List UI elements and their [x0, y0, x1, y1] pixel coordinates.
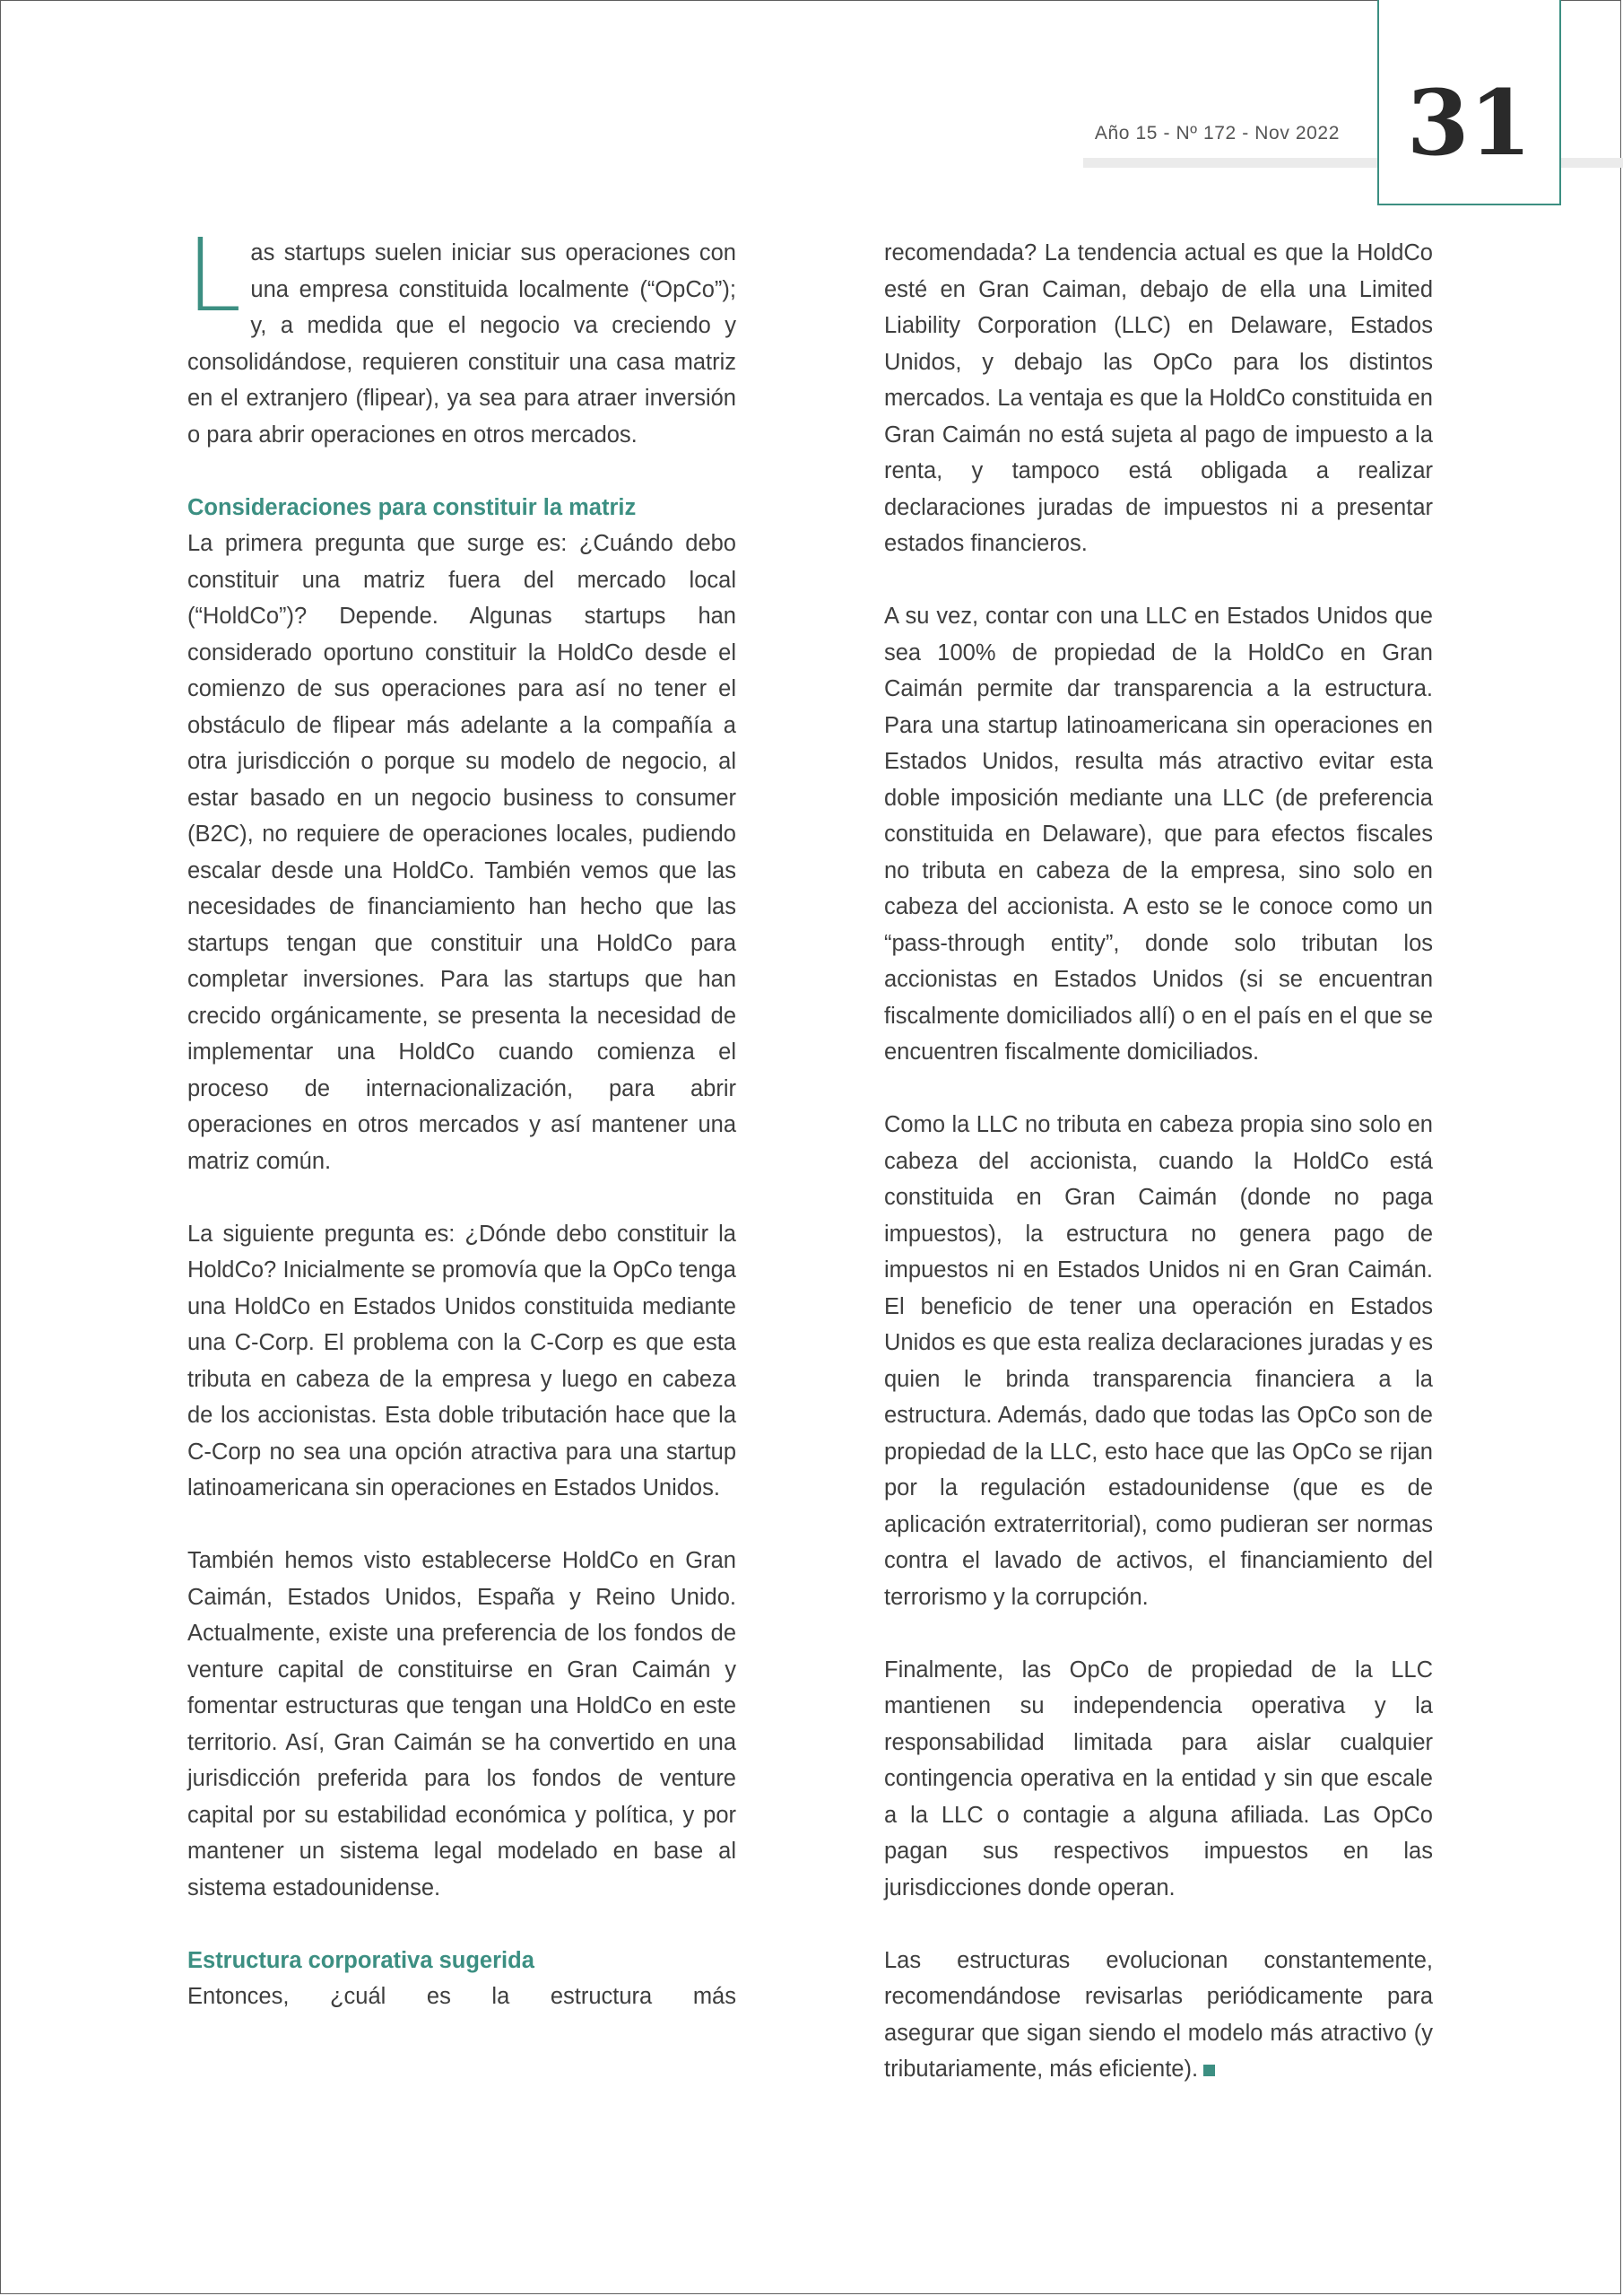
- closing-paragraph: [884, 1943, 1433, 2088]
- issue-info: Año 15 - Nº 172 - Nov 2022: [1094, 123, 1340, 144]
- intro-text: as startups suelen iniciar sus operaciones con una empresa constituida localmente (“OpCo”); y, a medida que el negocio va creciendo y consolidándose, requieren constituir una casa matriz en el extranjero (flipear), ya sea para atraer inversión o para abrir operaciones en otros mercados.: [187, 240, 736, 448]
- closing-text: Las estructuras evolucionan constantemente, recomendándose revisarlas periódicamente para asegurar que sigan siendo el modelo más atractivo (y tributariamente, más eficiente).: [884, 1947, 1433, 2082]
- paragraph: Finalmente, las OpCo de propiedad de la LLC mantienen su independencia operativa y la responsabilidad limitada para aislar cualquier contingencia operativa en la entidad y sin que escale a la LLC o contagie a alguna afiliada. Las OpCo pagan sus respectivos impuestos en las jurisdicciones donde operan.: [884, 1657, 1433, 1900]
- paragraph: recomendada? La tendencia actual es que la HoldCo esté en Gran Caiman, debajo de ella una Limited Liability Corporation (LLC) en Delaware, Estados Unidos, y debajo las OpCo para los distintos mercados. La ventaja es que la HoldCo constituida en Gran Caimán no está sujeta al pago de impuesto a la renta, y tampoco está obligada a realizar declaraciones juradas de impuestos ni a presentar estados financieros.: [884, 240, 1433, 556]
- paragraph: Como la LLC no tributa en cabeza propia sino solo en cabeza del accionista, cuando la HoldCo está constituida en Gran Caimán (donde no paga impuestos), la estructura no genera pago de impuestos ni en Estados Unidos ni en Gran Caimán. El beneficio de tener una operación en Estados Unidos es que esta realiza declaraciones juradas y es quien le brinda transparencia financiera a la estructura. Además, dado que todas las OpCo son de propiedad de la LLC, esto hace que las OpCo se rijan por la regulación estadounidense (que es de aplicación extraterritorial), como pudieran ser normas contra el lavado de activos, el financiamiento del terrorismo y la corrupción.: [884, 1112, 1433, 1610]
- page-number: 31: [1406, 70, 1532, 176]
- end-of-article-mark: [1203, 2065, 1215, 2076]
- page-number-box: [1377, 0, 1561, 205]
- heading-considerations: Consideraciones para constituir la matriz: [187, 494, 637, 520]
- paragraph: La primera pregunta que surge es: ¿Cuándo debo constituir una matriz fuera del mercado local (“HoldCo”)? Depende. Algunas startups han considerado oportuno constituir la HoldCo desde el comienzo de sus operaciones para así no tener el obstáculo de flipear más adelante a la compañía a otra jurisdicción o porque su modelo de negocio, al estar basado en un negocio business to consumer (B2C), no requiere de operaciones locales, pudiendo escalar desde una HoldCo. También vemos que las necesidades de financiamiento han hecho que las startups tengan que constituir una HoldCo para completar inversiones. Para las startups que han crecido orgánicamente, se presenta la necesidad de implementar una HoldCo cuando comienza el proceso de internacionalización, para abrir operaciones en otros mercados y así mantener una matriz común.: [187, 531, 736, 1174]
- paragraph: La siguiente pregunta es: ¿Dónde debo constituir la HoldCo? Inicialmente se promovía que la OpCo tenga una HoldCo en Estados Unidos constituida mediante una C-Corp. El problema con la C-Corp es que esta tributa en cabeza de la empresa y luego en cabeza de los accionistas. Esta doble tributación hace que la C-Corp no sea una opción atractiva para una startup latinoamericana sin operaciones en Estados Unidos.: [187, 1221, 736, 1500]
- paragraph: A su vez, contar con una LLC en Estados Unidos que sea 100% de propiedad de la HoldCo en Gran Caimán permite dar transparencia a la estructura. Para una startup latinoamericana sin operaciones en Estados Unidos, resulta más atractivo evitar esta doble imposición mediante una LLC (de preferencia constituida en Delaware), que para efectos fiscales no tributa en cabeza de la empresa, sino solo en cabeza del accionista. A esto se le conoce como un “pass-through entity”, donde solo tributan los accionistas en Estados Unidos (si se encuentran fiscalmente domiciliados allí) o en el país en el que se encuentren fiscalmente domiciliados.: [884, 604, 1433, 1065]
- heading-structure: Estructura corporativa sugerida: [187, 1947, 534, 1973]
- intro-paragraph: [186, 218, 736, 453]
- right-column: [884, 235, 1433, 2088]
- paragraph: Entonces, ¿cuál es la estructura más: [187, 1984, 736, 2009]
- dropcap: L: [186, 218, 242, 335]
- paragraph: También hemos visto establecerse HoldCo en Gran Caimán, Estados Unidos, España y Reino Unido. Actualmente, existe una preferencia de los fondos de venture capital de constituirse en Gran Caimán y fomentar estructuras que tengan una HoldCo en este territorio. Así, Gran Caimán se ha convertido en una jurisdicción preferida para los fondos de venture capital por su estabilidad económica y política, y por mantener un sistema legal modelado en base al sistema estadounidense.: [187, 1548, 736, 1900]
- left-column: [186, 218, 736, 2015]
